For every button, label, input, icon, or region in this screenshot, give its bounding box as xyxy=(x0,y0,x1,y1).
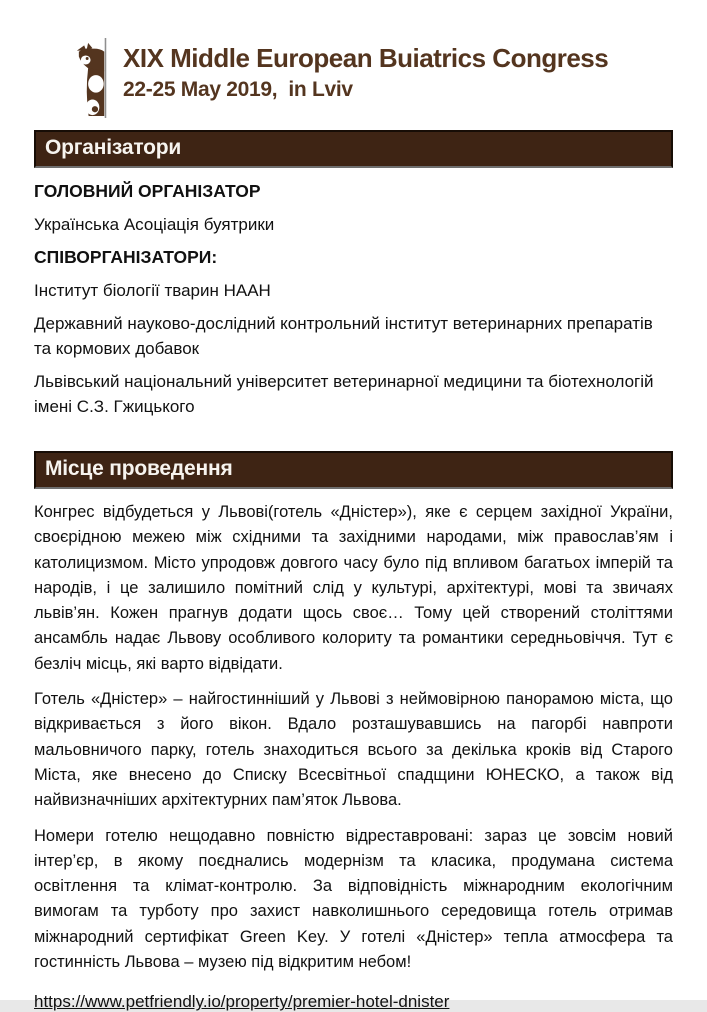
venue-paragraph: Готель «Дністер» – найгостинніший у Львові з неймовірною панорамою міста, що відкривається з його вікон. Вдало розташувавшись на пагорбі навпроти мальовничого парку, готель знаходиться всього за декілька кроків від Старого Міста, яке внесено до Списку Всесвітньої спадщини ЮНЕСКО, а також від найвизначніших архітектурних пам’яток Львова. xyxy=(34,690,673,810)
pole-line xyxy=(105,38,107,118)
venue-link-row xyxy=(34,992,673,1012)
organizer-role-heading: ГОЛОВНИЙ ОРГАНІЗАТОР xyxy=(34,181,261,201)
congress-date: 22-25 May 2019, in Lviv xyxy=(123,77,353,101)
organizers-list xyxy=(34,179,673,419)
section-heading-organizers: Організатори xyxy=(34,130,673,168)
venue-paragraph: Конгрес відбудеться у Львові(готель «Дністер»), яке є серцем західної України, своєрідною межею між східними та західними народами, між православ’ям і католицизмом. Місто упродовж довгого часу було під впливом багатьох імперій та народів, і це залишило помітний слід у культурі, архітектурі, мові та звичаях львів’ян. Кожен прагнув додати щось своє… Тому цей створений століттями ансамбль надає Львову особливого колориту та романтики середньовіччя. Тут є безліч місць, які варто відвідати. xyxy=(34,503,673,673)
header-text xyxy=(123,38,608,102)
cow-logo-icon xyxy=(75,38,111,118)
co-organizer-item: Львівський національний університет ветеринарної медицини та біотехнологій імені С.З. Гжицького xyxy=(34,372,654,416)
hotel-link[interactable]: https://www.petfriendly.io/property/premier-hotel-dnister xyxy=(34,992,450,1012)
venue-description xyxy=(34,500,673,1012)
congress-header xyxy=(34,38,673,118)
congress-title: XIX Middle European Buiatrics Congress xyxy=(123,43,609,73)
co-organizer-item: Інститут біології тварин НААН xyxy=(34,281,271,300)
organizer-main: Українська Асоціація буятрики xyxy=(34,215,275,234)
co-organizers-heading: СПІВОРГАНІЗАТОРИ: xyxy=(34,247,218,267)
section-heading-venue: Місце проведення xyxy=(34,451,673,489)
co-organizer-item: Державний науково-дослідний контрольний інститут ветеринарних препаратів та кормових добавок xyxy=(34,314,653,358)
venue-paragraph: Номери готелю нещодавно повністю відреставровані: зараз це зовсім новий інтер’єр, в якому поєднались модернізм та класика, продумана система освітлення та клімат-контролю. За відповідність міжнародним екологічним вимогам та турботу про захист навколишнього середовища готель отримав міжнародний сертифікат Green Key. У готелі «Дністер» тепла атмосфера та гостинність Львова – музею під відкритим небом! xyxy=(34,826,673,972)
